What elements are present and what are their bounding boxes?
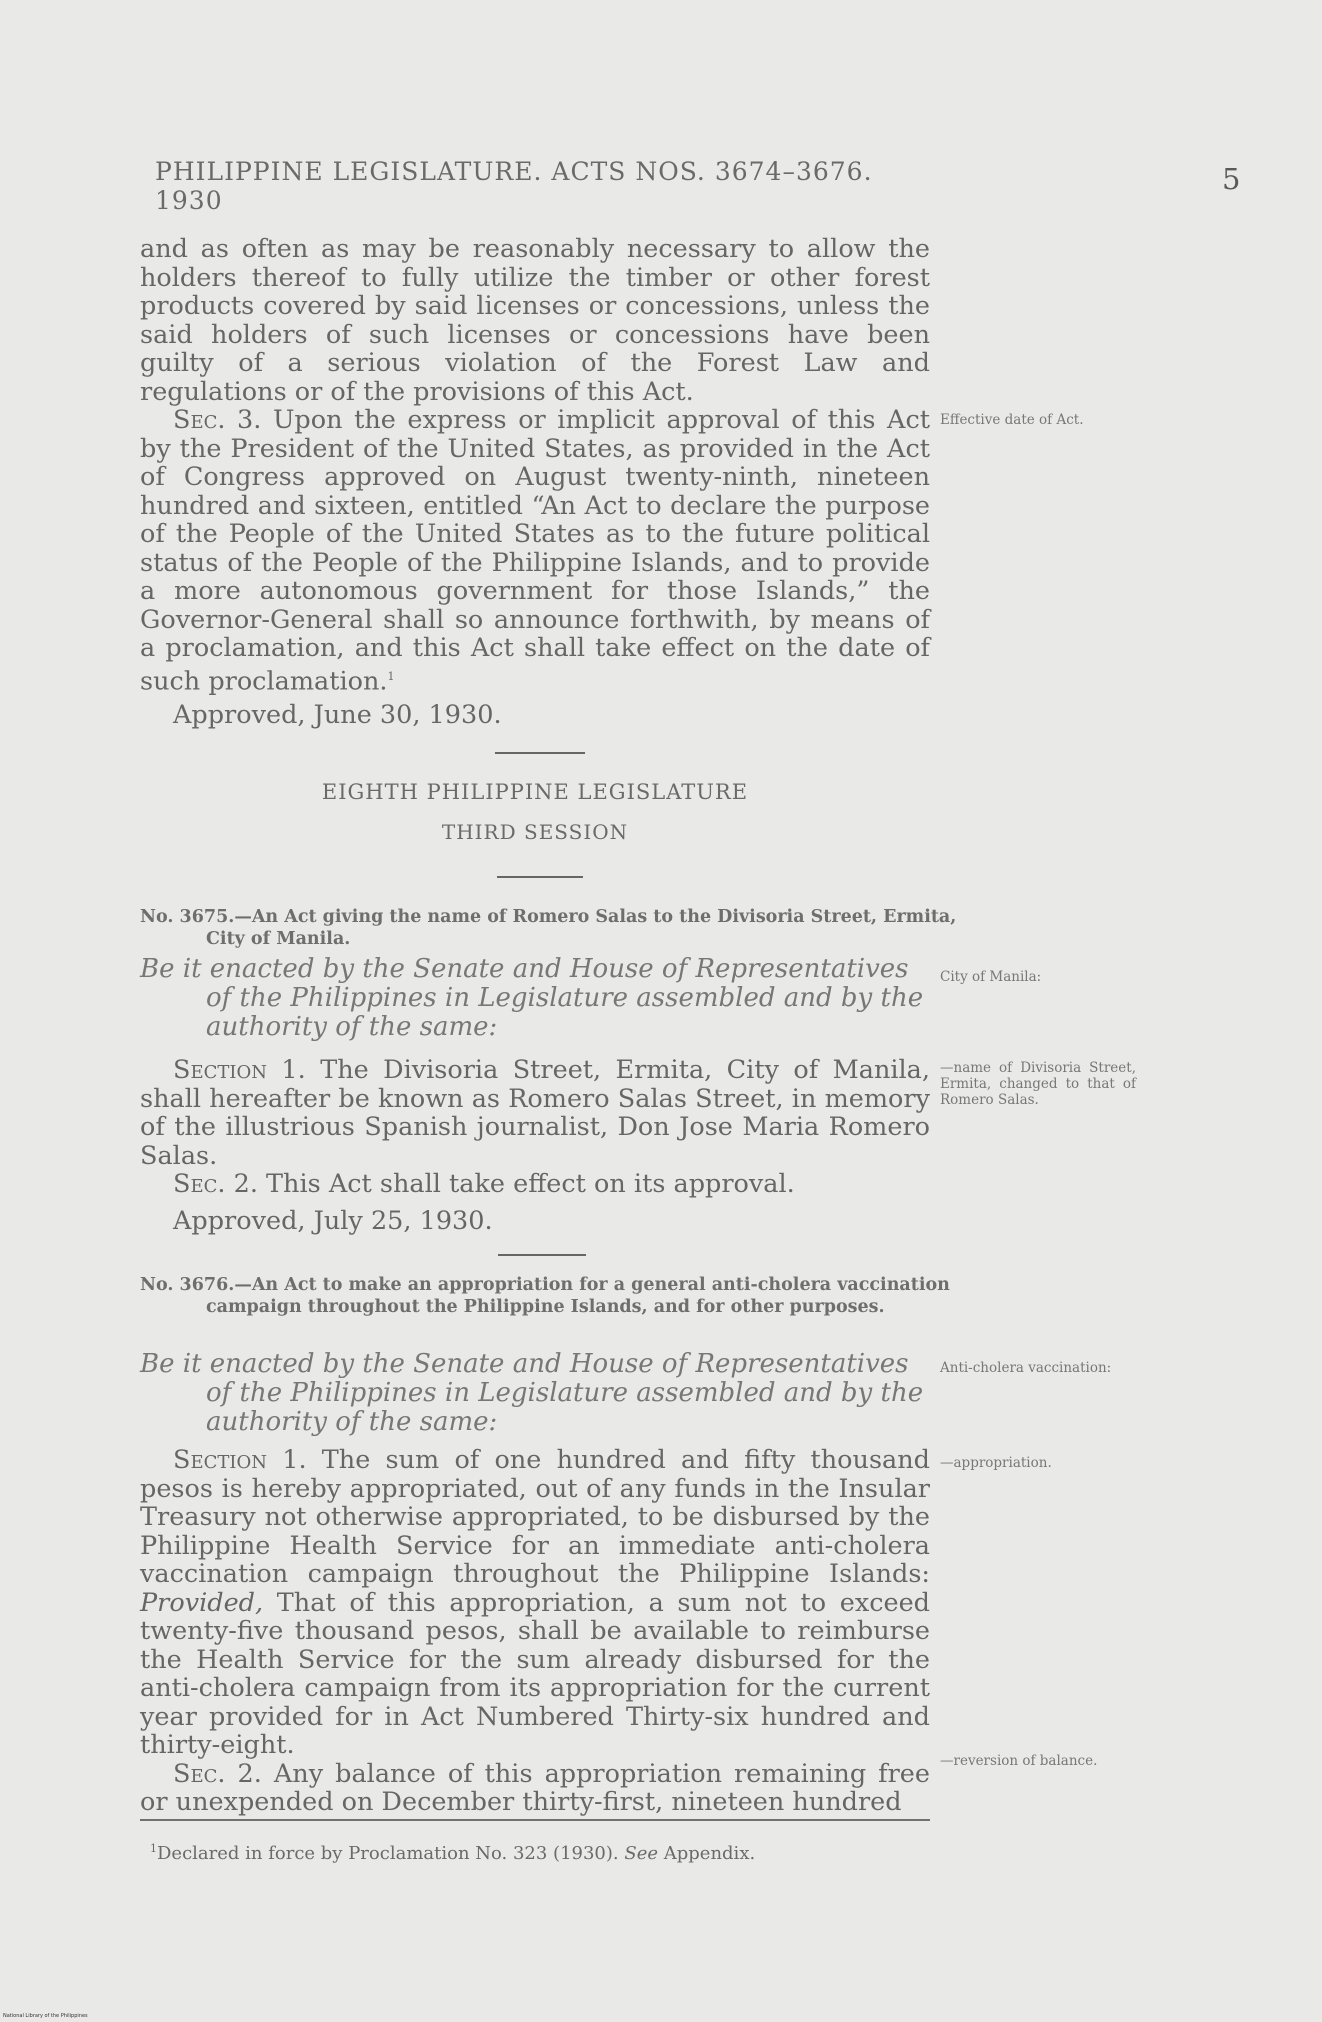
section-label: Sec. 3. — [173, 405, 262, 435]
margin-note-anti-cholera: Anti-cholera vaccination: — [940, 1360, 1112, 1376]
section-2-paragraph — [140, 1760, 930, 1817]
section-text: That of this appropriation, a sum not to exceed twenty-five thousand pesos, shall be available to reimburse the Health Service for the sum already disbursed for the anti-cholera campaign from its appropriation for the current year provided for in Act Numbered Thirty-six hundred and thirty-eight. — [140, 1587, 930, 1760]
section-text: The Divisoria Street, Ermita, City of Manila, shall hereafter be known as Romero Salas Street, in memory of the illustrious Spanish journalist, Don Jose Maria Romero Salas. — [140, 1055, 930, 1171]
session-title: THIRD SESSION — [441, 820, 629, 844]
act-3675-heading: No. 3675.—An Act giving the name of Romero Salas to the Divisoria Street, Ermita, City of Manila. — [140, 907, 957, 949]
section-text: This Act shall take effect on its approval. — [266, 1169, 795, 1199]
act-3674-text — [140, 235, 930, 696]
margin-note-street-name: —name of Divisoria Street, Ermita, changed to that of Romero Salas. — [940, 1060, 1136, 1108]
running-head: PHILIPPINE LEGISLATURE. ACTS NOS. 3674–3676. 1930 — [155, 157, 873, 215]
section-text: Upon the express or implicit approval of this Act by the President of the United States, as provided in the Act of Congress approved on August twenty-ninth, nineteen hundred and sixteen, entitled “An Act to declare the purpose of the People of the United States as to the future political status of the People of the Philippine Islands, and to provide a more autonomous government for those Islands,” the Governor-General shall so announce forthwith, by means of a proclamation, and this Act shall take effect on the date of such proclamation. — [140, 405, 930, 696]
act-3676-heading: No. 3676.—An Act to make an appropriation for a general anti-cholera vaccination campaign throughout the Philippine Islands, and for other purposes. — [140, 1275, 950, 1317]
approved-date: Approved, July 25, 1930. — [173, 1206, 493, 1236]
footnote-text: Appendix. — [663, 1843, 756, 1864]
act-3675-enacting-clause: Be it enacted by the Senate and House of Representatives of the Philippines in Legislature assembled and by the authority of the same: — [140, 954, 924, 1042]
section-2-paragraph — [140, 1170, 930, 1199]
margin-note-appropriation: —appropriation. — [940, 1455, 1052, 1471]
footnote-mark: 1 — [150, 1842, 157, 1855]
scan-imprint: National Library of the Philippines — [3, 2013, 88, 2019]
section-label: Section 1. — [173, 1445, 307, 1475]
section-label: Sec. 2. — [173, 1169, 258, 1199]
approved-date: Approved, June 30, 1930. — [173, 700, 502, 730]
footnote-see: See — [624, 1843, 659, 1864]
section-divider — [498, 1254, 586, 1256]
section-label: Section 1. — [173, 1055, 306, 1085]
act-3675-text — [140, 1056, 930, 1199]
proviso-word: Provided, — [140, 1587, 264, 1618]
margin-note-effective-date: Effective date of Act. — [940, 412, 1084, 428]
section-text: The sum of one hundred and fifty thousand pesos is hereby appropriated, out of any funds in the Insular Treasury not otherwise appropriated, to be disbursed by the Philippine Health Service for an immediate anti-cholera vaccination campaign throughout the Philippine Islands: — [140, 1445, 930, 1589]
section-3-paragraph — [140, 406, 930, 696]
section-divider — [495, 752, 585, 754]
act-3676-text — [140, 1446, 930, 1817]
page-number: 5 — [1222, 162, 1241, 196]
margin-note-reversion: —reversion of balance. — [940, 1753, 1098, 1769]
footnote-divider — [140, 1819, 930, 1821]
margin-note-city-of-manila: City of Manila: — [940, 969, 1042, 985]
section-divider — [497, 876, 583, 878]
section-label: Sec. 2. — [173, 1758, 262, 1789]
footnote-text: Declared in force by Proclamation No. 323 (1930). — [157, 1843, 619, 1864]
legislature-title: EIGHTH PHILIPPINE LEGISLATURE — [321, 780, 749, 804]
footnote — [150, 1835, 930, 1867]
section-1-paragraph — [140, 1446, 930, 1760]
act-3676-enacting-clause: Be it enacted by the Senate and House of Representatives of the Philippines in Legislature assembled and by the authority of the same: — [140, 1349, 924, 1437]
continuation-paragraph: and as often as may be reasonably necessary to allow the holders thereof to fully utilize the timber or other forest products covered by said licenses or concessions, unless the said holders of such licenses or concessions have been guilty of a serious violation of the Forest Law and regulations or of the provisions of this Act. — [140, 234, 930, 407]
footnote-mark: 1 — [387, 669, 395, 683]
section-1-paragraph — [140, 1056, 930, 1170]
section-text: Any balance of this appropriation remaining free or unexpended on December thirty-first, nineteen hundred — [140, 1758, 930, 1817]
